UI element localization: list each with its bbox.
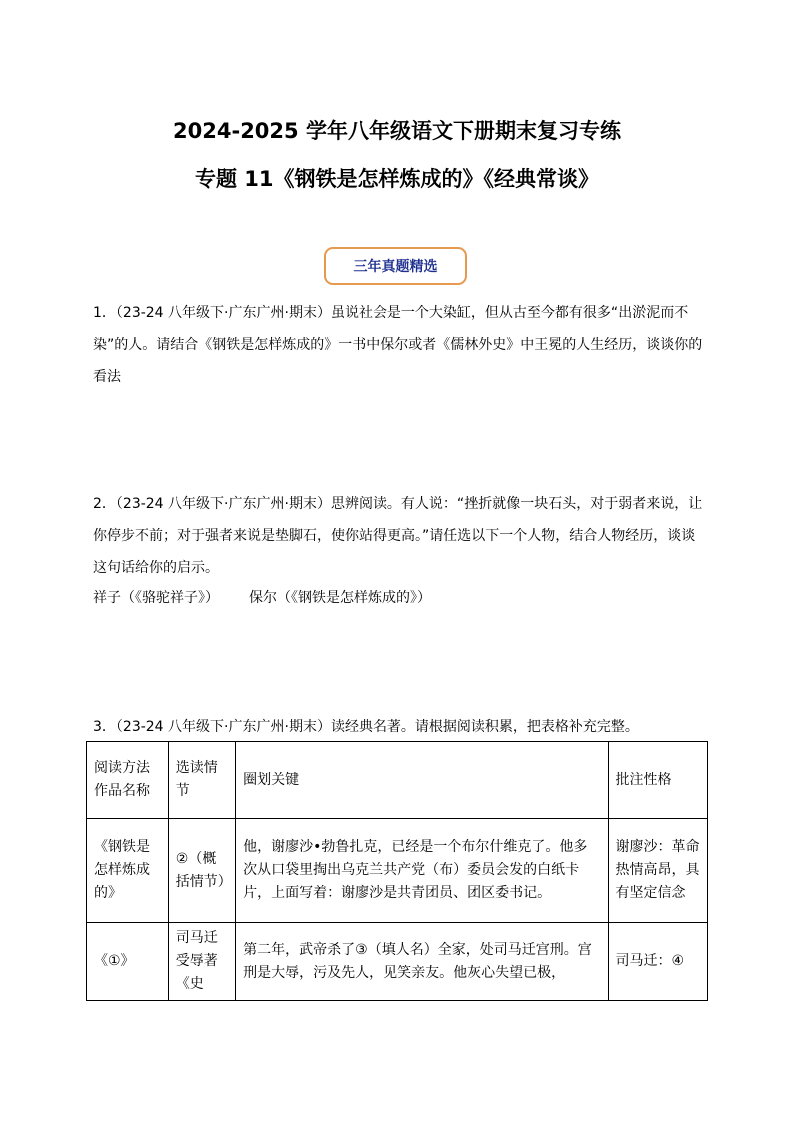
question-3-text: 3．（23-24 八年级下·广东广州·期末）读经典名著。请根据阅读积累，把表格补充完整。 [93, 719, 639, 735]
table-cell: 第二年，武帝杀了③（填人名）全家，处司马迁宫刑。宫刑是大辱，污及先人，见笑亲友。他灰心失望已极， [236, 923, 608, 1001]
question-2-option-1: 祥子（《骆驼祥子》） [93, 590, 219, 606]
table-header-cell: 选读情节 [168, 742, 235, 819]
table-cell: 他，谢廖沙•勃鲁扎克，已经是一个布尔什维克了。他多次从口袋里掏出乌克兰共产党（布）委员会发的白纸卡片，上面写着：谢廖沙是共青团员、团区委书记。 [236, 819, 608, 923]
table-row [87, 819, 708, 923]
table-cell: ②（概括情节） [168, 819, 235, 923]
table-cell: 司马迁：④ [608, 923, 707, 1001]
question-2-text: 2．（23-24 八年级下·广东广州·期末）思辨阅读。有人说：“挫折就像一块石头，对于弱者来说，让你停步不前；对于强者来说是垫脚石，使你站得更高。”请任选以下一个人物，结合人物经历，谈谈这句话给你的启示。 [93, 496, 703, 576]
table-header-row [87, 742, 708, 819]
question-1-text: 1．（23-24 八年级下·广东广州·期末）虽说社会是一个大染缸，但从古至今都有很多“出淤泥而不染”的人。请结合《钢铁是怎样炼成的》一书中保尔或者《儒林外史》中王冕的人生经历，谈谈你的看法 [93, 305, 703, 385]
table-cell: 司马迁受辱著《史 [168, 923, 235, 1001]
question-3 [93, 711, 707, 743]
page-subtitle: 专题 11《钢铁是怎样炼成的》《经典常谈》 [194, 167, 600, 191]
table-cell: 谢廖沙：革命热情高昂，具有坚定信念 [608, 819, 707, 923]
reading-table [86, 741, 708, 1001]
question-2-option-2: 保尔（《钢铁是怎样炼成的》） [249, 590, 431, 606]
section-badge [324, 247, 467, 285]
table-row [87, 923, 708, 1001]
question-2 [93, 488, 707, 584]
table-header-cell: 阅读方法作品名称 [87, 742, 169, 819]
page-title: 2024-2025 学年八年级语文下册期末复习专练 [173, 119, 621, 143]
question-1 [93, 297, 707, 393]
table-header-cell: 圈划关键 [236, 742, 608, 819]
table-cell: 《钢铁是怎样炼成的》 [87, 819, 169, 923]
question-2-options [93, 582, 707, 614]
table-cell: 《①》 [87, 923, 169, 1001]
section-badge-label: 三年真题精选 [353, 259, 438, 275]
table-header-cell: 批注性格 [608, 742, 707, 819]
